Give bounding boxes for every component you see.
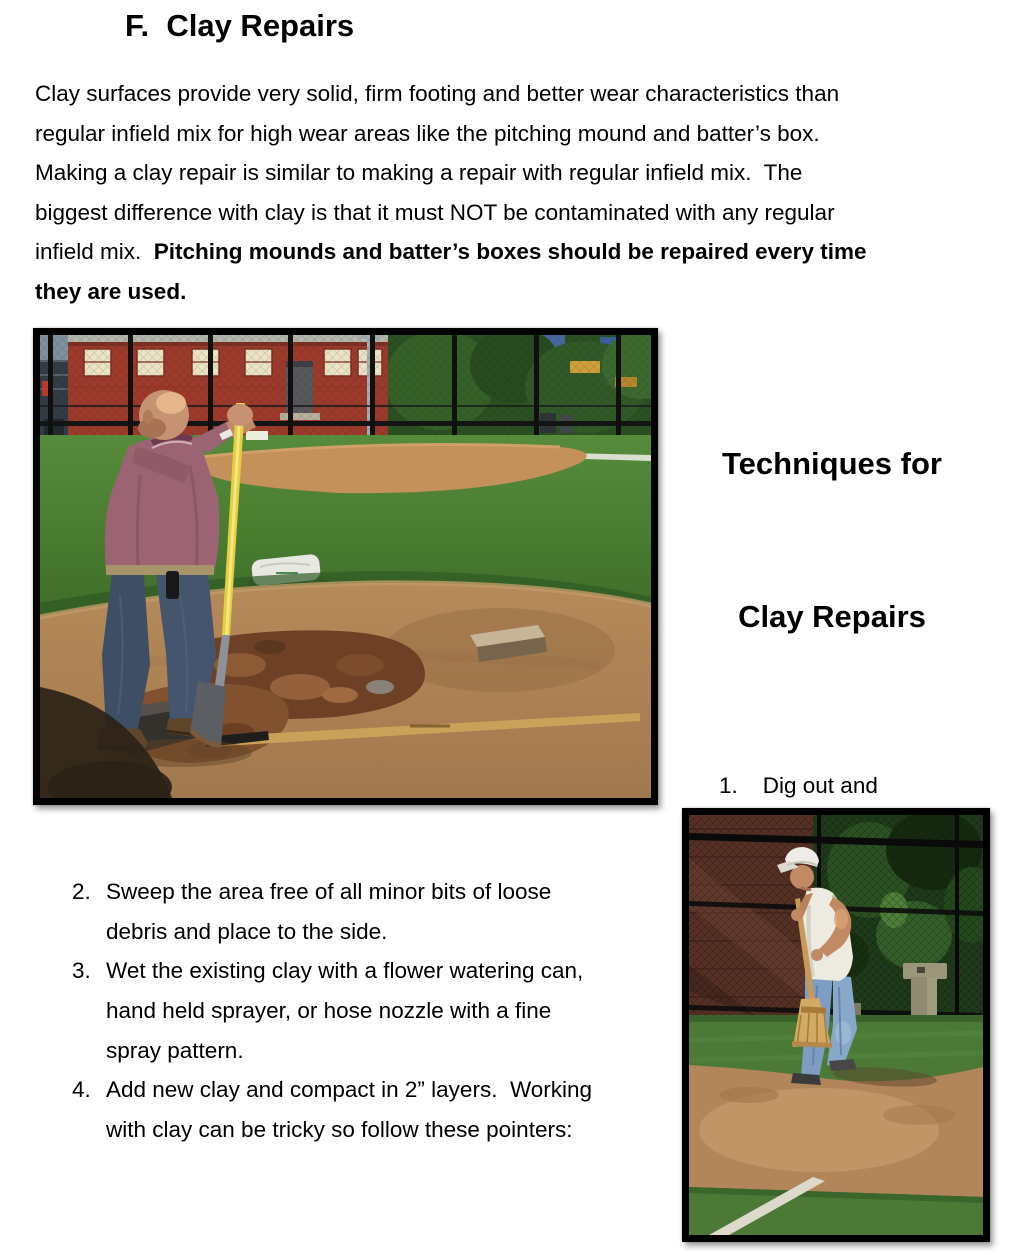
step-text-line: spray pattern. bbox=[106, 1037, 244, 1063]
section-heading bbox=[686, 336, 978, 744]
intro-text: biggest difference with clay is that it must NOT be contaminated with any regular bbox=[35, 199, 835, 225]
intro-text-bold: they are used. bbox=[35, 278, 187, 304]
intro-line bbox=[35, 272, 1000, 312]
photo1-fence bbox=[40, 335, 651, 447]
step-number: 3. bbox=[72, 958, 91, 984]
step-text-line: hand held sprayer, or hose nozzle with a fine bbox=[106, 998, 552, 1024]
step-text bbox=[106, 951, 583, 1070]
technique-step bbox=[72, 951, 677, 1070]
technique-steps-list bbox=[72, 872, 677, 1150]
step-text-line: Add new clay and compact in 2” layers. Working bbox=[106, 1077, 593, 1103]
step-text-line: debris and place to the side. bbox=[106, 918, 388, 944]
intro-line bbox=[35, 232, 1000, 272]
photo-digging-mound bbox=[33, 328, 658, 805]
step-number: 2. bbox=[72, 879, 91, 904]
intro-text: regular infield mix for high wear areas like the pitching mound and batter’s box. bbox=[35, 120, 820, 146]
intro-line bbox=[35, 114, 1000, 154]
technique-step-1-line: 1. Dig out and bbox=[719, 773, 878, 798]
section-heading-line2: Clay Repairs bbox=[738, 599, 926, 634]
technique-step bbox=[72, 1070, 677, 1149]
section-heading-line1: Techniques for bbox=[722, 446, 942, 481]
step-text-line: with clay can be tricky so follow these pointers: bbox=[106, 1117, 573, 1143]
step-number: 4. bbox=[72, 1077, 91, 1103]
technique-step bbox=[72, 872, 677, 951]
intro-line bbox=[35, 153, 1000, 193]
intro-paragraph bbox=[35, 74, 1000, 312]
step-text-line: Sweep the area free of all minor bits of loose bbox=[106, 879, 552, 904]
step-text bbox=[106, 872, 551, 951]
intro-line bbox=[35, 74, 1000, 114]
photo-sweeping-mound bbox=[682, 808, 990, 1242]
step-text-line: Wet the existing clay with a flower watering can, bbox=[106, 958, 584, 984]
intro-line bbox=[35, 193, 1000, 233]
intro-text: Making a clay repair is similar to making a repair with regular infield mix. The bbox=[35, 160, 803, 186]
intro-text-bold: Pitching mounds and batter’s boxes should be repaired every time bbox=[153, 239, 867, 265]
page-title: F. Clay Repairs bbox=[125, 8, 355, 43]
step-text bbox=[106, 1070, 592, 1149]
intro-text: Clay surfaces provide very solid, firm footing and better wear characteristics than bbox=[35, 81, 840, 106]
intro-text: infield mix. bbox=[35, 239, 154, 265]
